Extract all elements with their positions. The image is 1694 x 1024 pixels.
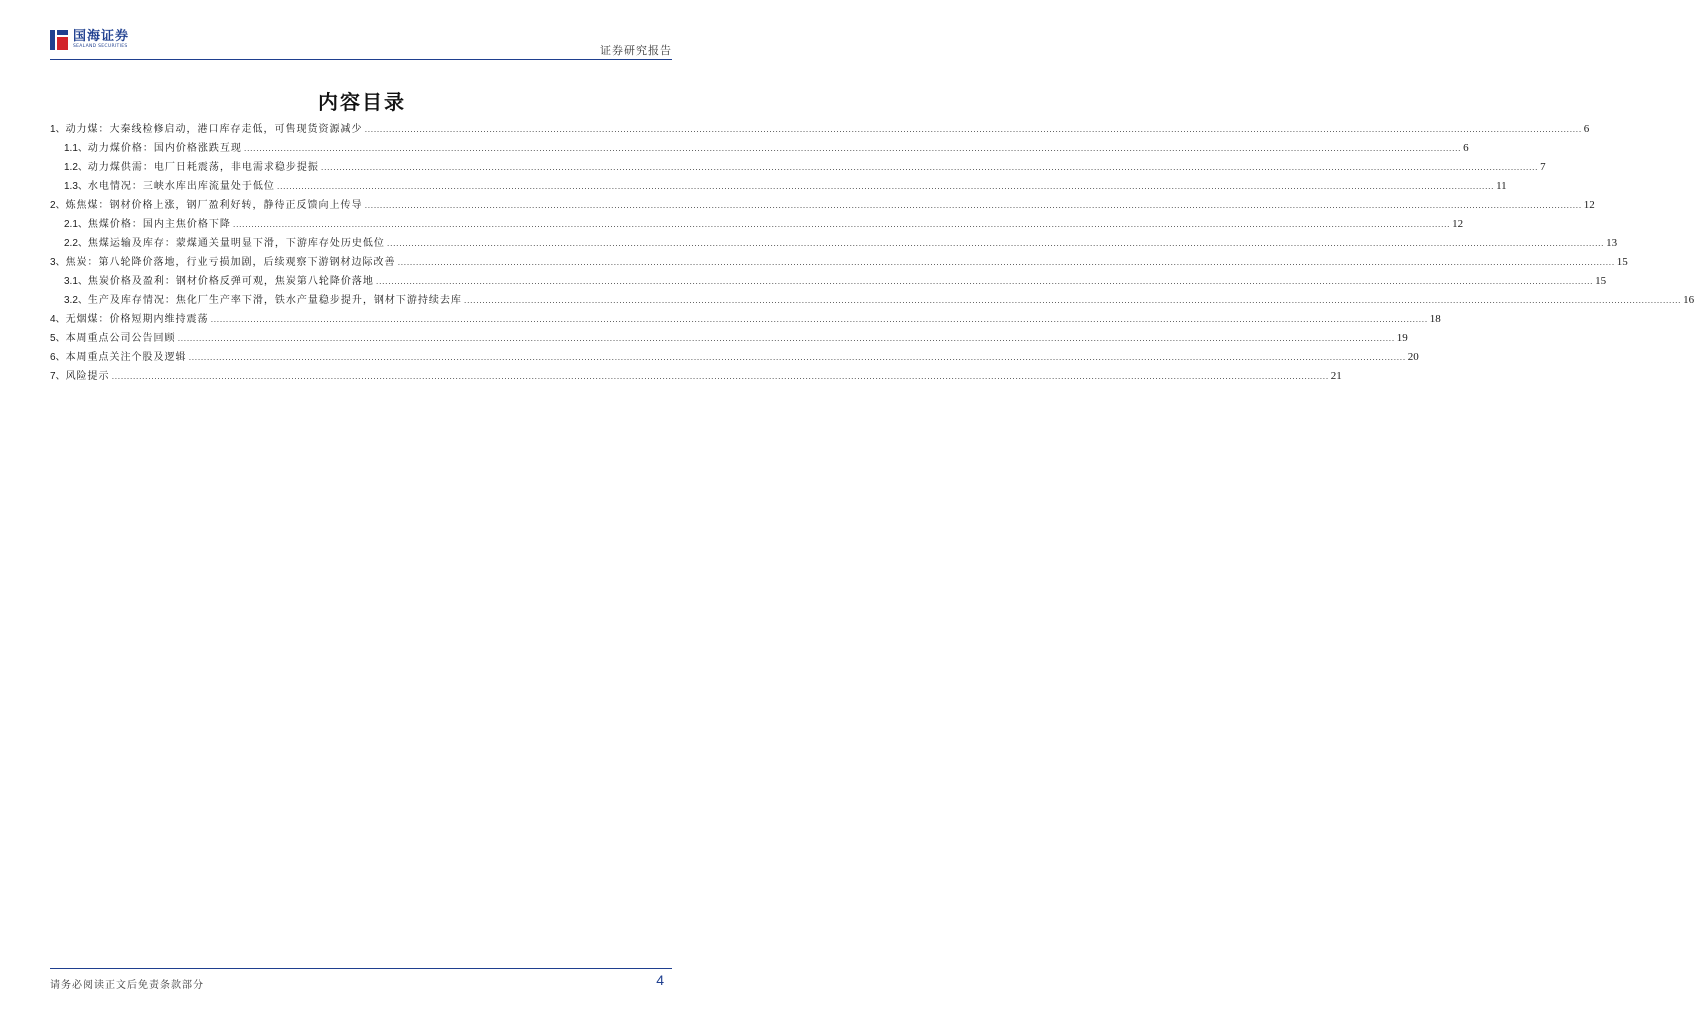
disclaimer-text: 请务必阅读正文后免责条款部分 bbox=[50, 980, 204, 991]
toc-entry-title: 本周重点公司公告回顾 bbox=[65, 333, 176, 344]
toc-entry-title: 生产及库存情况：焦化厂生产率下滑，铁水产量稳步提升，钢材下游持续去库 bbox=[87, 295, 462, 306]
toc-entry-number: 5、 bbox=[50, 333, 66, 344]
toc-entry-title: 动力煤：大秦线检修启动，港口库存走低，可售现货资源减少 bbox=[65, 124, 363, 135]
toc-entry-title: 焦炭：第八轮降价落地，行业亏损加剧，后续观察下游钢材边际改善 bbox=[65, 257, 396, 268]
toc-entry-number: 1.3、 bbox=[64, 181, 88, 192]
toc-entry-number: 3.1、 bbox=[64, 276, 88, 287]
toc-dot-leader: ................................................................................................................................................................................................................................................................................................................................................................................................................ bbox=[232, 220, 1451, 229]
toc-entry-page: 20 bbox=[1407, 351, 1419, 363]
toc-entry-page: 15 bbox=[1595, 275, 1607, 287]
footer-divider bbox=[50, 968, 672, 969]
toc-entry[interactable] bbox=[50, 177, 1507, 196]
toc-entry-title: 炼焦煤：钢材价格上涨，钢厂盈利好转，静待正反馈向上传导 bbox=[65, 200, 363, 211]
toc-entry-number: 2.2、 bbox=[64, 238, 88, 249]
toc-entry[interactable] bbox=[50, 329, 1408, 348]
toc-title: 内容目录 bbox=[318, 90, 406, 114]
toc-entry[interactable] bbox=[50, 234, 1618, 253]
logo-chinese-name: 国海证券 bbox=[73, 29, 130, 45]
table-of-contents bbox=[50, 120, 1694, 386]
toc-dot-leader: ................................................................................................................................................................................................................................................................................................................................................................................................................ bbox=[397, 258, 1615, 267]
toc-dot-leader: ................................................................................................................................................................................................................................................................................................................................................................................................................ bbox=[177, 334, 1395, 343]
toc-entry-number: 4、 bbox=[50, 314, 66, 325]
toc-entry[interactable] bbox=[50, 120, 1590, 139]
toc-entry-title: 焦炭价格及盈利：钢材价格反弹可观，焦炭第八轮降价落地 bbox=[87, 276, 374, 287]
toc-entry-number: 1.2、 bbox=[64, 162, 88, 173]
toc-entry-number: 3、 bbox=[50, 257, 66, 268]
report-type-label: 证券研究报告 bbox=[600, 44, 672, 57]
toc-entry-title: 动力煤价格：国内价格涨跌互现 bbox=[87, 143, 242, 154]
toc-entry-number: 3.2、 bbox=[64, 295, 88, 306]
toc-entry[interactable] bbox=[50, 291, 1694, 310]
toc-entry-page: 19 bbox=[1396, 332, 1408, 344]
toc-entry-page: 13 bbox=[1606, 237, 1618, 249]
toc-entry[interactable] bbox=[50, 196, 1595, 215]
toc-entry-title: 风险提示 bbox=[65, 371, 110, 382]
toc-dot-leader: ................................................................................................................................................................................................................................................................................................................................................................................................................ bbox=[111, 372, 1329, 381]
toc-entry-number: 1.1、 bbox=[64, 143, 88, 154]
toc-entry[interactable] bbox=[50, 367, 1342, 386]
toc-dot-leader: ................................................................................................................................................................................................................................................................................................................................................................................................................ bbox=[364, 125, 1582, 134]
toc-dot-leader: ................................................................................................................................................................................................................................................................................................................................................................................................................ bbox=[210, 315, 1428, 324]
toc-entry-number: 7、 bbox=[50, 371, 66, 382]
toc-entry-number: 6、 bbox=[50, 352, 66, 363]
toc-entry[interactable] bbox=[50, 139, 1469, 158]
header-divider bbox=[50, 59, 672, 60]
toc-entry-title: 水电情况：三峡水库出库流量处于低位 bbox=[87, 181, 275, 192]
toc-dot-leader: ................................................................................................................................................................................................................................................................................................................................................................................................................ bbox=[386, 239, 1605, 248]
toc-entry-title: 无烟煤：价格短期内维持震荡 bbox=[65, 314, 209, 325]
toc-dot-leader: ................................................................................................................................................................................................................................................................................................................................................................................................................ bbox=[276, 182, 1495, 191]
toc-entry-number: 1、 bbox=[50, 124, 66, 135]
toc-entry-page: 18 bbox=[1429, 313, 1441, 325]
toc-entry-page: 6 bbox=[1583, 123, 1590, 135]
toc-entry[interactable] bbox=[50, 253, 1628, 272]
toc-dot-leader: ................................................................................................................................................................................................................................................................................................................................................................................................................ bbox=[320, 163, 1539, 172]
toc-dot-leader: ................................................................................................................................................................................................................................................................................................................................................................................................................ bbox=[188, 353, 1406, 362]
toc-entry-title: 动力煤供需：电厂日耗震荡，非电需求稳步提振 bbox=[87, 162, 319, 173]
toc-dot-leader: ................................................................................................................................................................................................................................................................................................................................................................................................................ bbox=[463, 296, 1682, 305]
page-header bbox=[50, 28, 672, 60]
toc-entry-title: 焦煤价格：国内主焦价格下降 bbox=[87, 219, 231, 230]
toc-entry-page: 21 bbox=[1330, 370, 1342, 382]
company-logo bbox=[50, 30, 129, 50]
toc-entry-page: 12 bbox=[1583, 199, 1595, 211]
toc-entry-number: 2.1、 bbox=[64, 219, 88, 230]
toc-entry[interactable] bbox=[50, 348, 1419, 367]
toc-entry-page: 7 bbox=[1540, 161, 1546, 173]
toc-entry-title: 本周重点关注个股及逻辑 bbox=[65, 352, 187, 363]
toc-entry[interactable] bbox=[50, 310, 1441, 329]
logo-english-name: SEALAND SECURITIES bbox=[73, 44, 128, 50]
toc-entry-title: 焦煤运输及库存：蒙煤通关量明显下滑，下游库存处历史低位 bbox=[87, 238, 385, 249]
logo-mark-icon bbox=[50, 30, 68, 50]
page-number: 4 bbox=[656, 972, 664, 988]
toc-dot-leader: ................................................................................................................................................................................................................................................................................................................................................................................................................ bbox=[243, 144, 1462, 153]
toc-entry-page: 11 bbox=[1496, 180, 1507, 192]
toc-entry[interactable] bbox=[50, 158, 1546, 177]
toc-dot-leader: ................................................................................................................................................................................................................................................................................................................................................................................................................ bbox=[375, 277, 1594, 286]
toc-entry-page: 12 bbox=[1452, 218, 1464, 230]
toc-dot-leader: ................................................................................................................................................................................................................................................................................................................................................................................................................ bbox=[364, 201, 1582, 210]
toc-entry[interactable] bbox=[50, 272, 1607, 291]
toc-entry-number: 2、 bbox=[50, 200, 66, 211]
toc-entry-page: 16 bbox=[1683, 294, 1694, 306]
toc-entry-page: 6 bbox=[1463, 142, 1469, 154]
toc-entry-page: 15 bbox=[1616, 256, 1628, 268]
toc-entry[interactable] bbox=[50, 215, 1464, 234]
